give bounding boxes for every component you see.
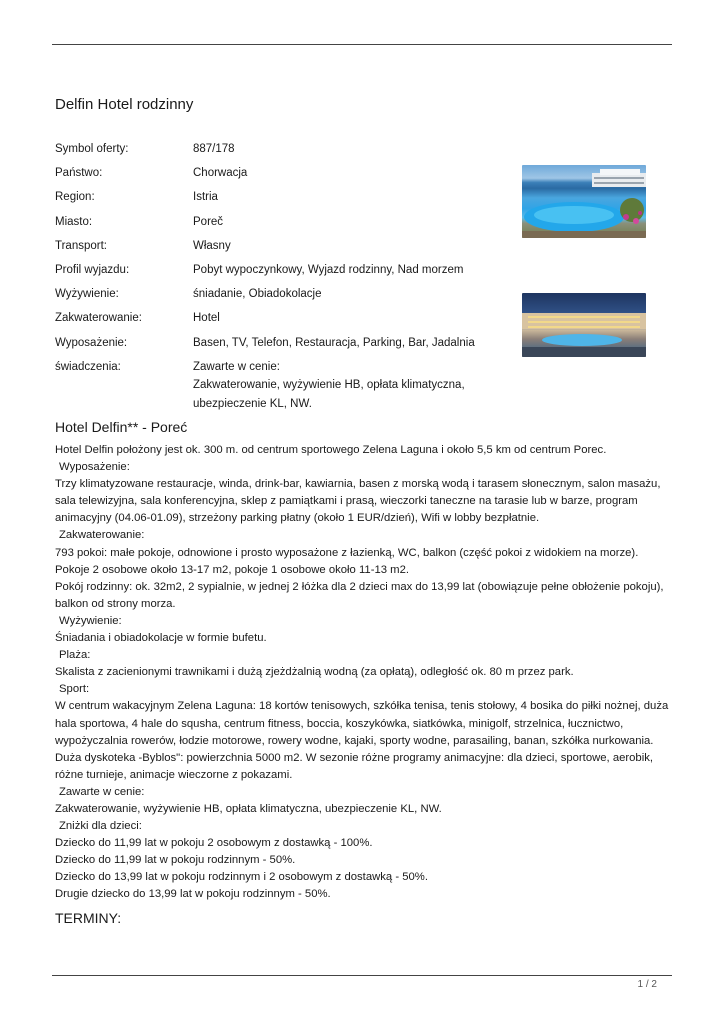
subheading: Zawarte w cenie: <box>59 785 145 798</box>
paragraph: Dziecko do 11,99 lat w pokoju 2 osobowym z dostawką - 100%. <box>55 837 373 850</box>
document-title: Delfin Hotel rodzinny <box>55 96 194 113</box>
spec-value: śniadanie, Obiadokolacje <box>193 288 322 301</box>
subheading: Wyżywienie: <box>59 614 122 627</box>
spec-label: Państwo: <box>55 167 103 180</box>
hotel-pool-photo <box>522 165 646 238</box>
paragraph: Dziecko do 11,99 lat w pokoju rodzinnym - 50%. <box>55 854 296 867</box>
spec-row-accommodation <box>55 311 493 335</box>
paragraph: Dziecko do 13,99 lat w pokoju rodzinnym i 2 osobowym z dostawką - 50%. <box>55 871 428 884</box>
spec-row-city <box>55 215 493 239</box>
spec-label: Region: <box>55 191 95 204</box>
spec-label: Zakwaterowanie: <box>55 312 142 325</box>
spec-label: Transport: <box>55 239 107 252</box>
spec-value-multiline <box>193 358 493 414</box>
spec-value-line: Zakwaterowanie, wyżywienie HB, opłata klimatyczna, <box>193 379 465 392</box>
spec-row-region <box>55 190 493 214</box>
paragraph: Skalista z zacienionymi trawnikami i dużą zjeżdżalnią wodną (za opłatą), odległość ok. 80 m przez park. <box>55 666 574 679</box>
paragraph: Pokój rodzinny: ok. 32m2, 2 sypialnie, w jednej 2 łóżka dla 2 dzieci max do 13,99 lat (obowiązuje pełne obłożenie pokoju), balkon od strony morza. <box>55 580 664 610</box>
spec-value-line: ubezpieczenie KL, NW. <box>193 397 312 410</box>
hotel-night-photo <box>522 293 646 357</box>
paragraph: Śniadania i obiadokolacje w formie bufetu. <box>55 632 267 645</box>
paragraph: Hotel Delfin położony jest ok. 300 m. od centrum sportowego Zelena Laguna i około 5,5 km od centrum Porec. <box>55 444 607 456</box>
paragraph: 793 pokoi: małe pokoje, odnowione i prosto wyposażone z łazienką, WC, balkon (część pokoi z widokiem na morze). Pokoje 2 osobowe około 13-17 m2, pokoje 1 osobowe około 11-13 m2. <box>55 546 639 576</box>
spec-label: Wyżywienie: <box>55 288 119 301</box>
header-rule <box>52 44 672 45</box>
spec-row-country <box>55 166 493 190</box>
paragraph: Trzy klimatyzowane restauracje, winda, drink-bar, kawiarnia, basen z morską wodą i tarasem słonecznym, salon masażu, sala telewizyjna, sala konferencyjna, sklep z pamiątkami i prasą, wieczorki taneczne na tarasie lub w barze, program animacyjny (04.06-01.09), strzeżony parking płatny (około 1 EUR/dzień), Wifi w lobby bezpłatnie. <box>55 478 661 525</box>
spec-value: Poreč <box>193 215 224 228</box>
spec-row-transport <box>55 239 493 263</box>
section-title: Hotel Delfin** - Poreć <box>55 419 188 435</box>
footer-rule <box>52 975 672 976</box>
spec-row-meals <box>55 287 493 311</box>
subheading: Wyposażenie: <box>59 461 130 474</box>
paragraph: W centrum wakacyjnym Zelena Laguna: 18 kortów tenisowych, szkółka tenisa, tenis stołowy, 4 bosika do piłki nożnej, duża hala sportowa, 4 hale do squsha, centrum fitness, boccia, koszykówka, siatkówka, minigolf, strzelnica, łucznictwo, wypożyczalnia rowerów, łodzie motorowe, rowery wodne, kajaki, sporty wodne, parasailing, banan, szkółka nurkowania. Duża dyskoteka -Byblos": powierzchnia 5000 m2. W sezonie różne programy animacyjne: dla dzieci, sportowe, aerobik, różne turnieje, animacje wieczorne z pokazami. <box>55 700 669 781</box>
spec-value: Własny <box>193 239 231 252</box>
spec-label: Profil wyjazdu: <box>55 263 130 276</box>
spec-row-amenities <box>55 336 493 360</box>
paragraph: Drugie dziecko do 13,99 lat w pokoju rodzinnym - 50%. <box>55 888 331 901</box>
spec-label: Wyposażenie: <box>55 336 128 349</box>
page-number: 1 / 2 <box>637 979 657 990</box>
spec-label: Symbol oferty: <box>55 143 129 155</box>
spec-value: Basen, TV, Telefon, Restauracja, Parking, Bar, Jadalnia <box>193 336 475 349</box>
spec-label: Miasto: <box>55 215 93 228</box>
subheading: Zakwaterowanie: <box>59 529 145 542</box>
offer-spec-table <box>55 142 493 413</box>
subheading: Zniżki dla dzieci: <box>59 820 142 833</box>
description-body <box>55 442 675 904</box>
spec-value: Chorwacja <box>193 167 248 180</box>
spec-value: 887/178 <box>193 143 235 155</box>
spec-row-services <box>55 360 493 414</box>
paragraph: Zakwaterowanie, wyżywienie HB, opłata klimatyczna, ubezpieczenie KL, NW. <box>55 802 442 815</box>
spec-value: Pobyt wypoczynkowy, Wyjazd rodzinny, Nad morzem <box>193 263 464 276</box>
spec-row-symbol <box>55 142 493 166</box>
spec-value-line: Zawarte w cenie: <box>193 360 280 373</box>
spec-label: świadczenia: <box>55 360 121 373</box>
spec-value: Istria <box>193 191 218 204</box>
subheading: Sport: <box>59 683 90 696</box>
subheading: Plaża: <box>59 649 91 662</box>
terms-heading: TERMINY: <box>55 910 122 926</box>
spec-row-profile <box>55 263 493 287</box>
spec-value: Hotel <box>193 312 220 325</box>
